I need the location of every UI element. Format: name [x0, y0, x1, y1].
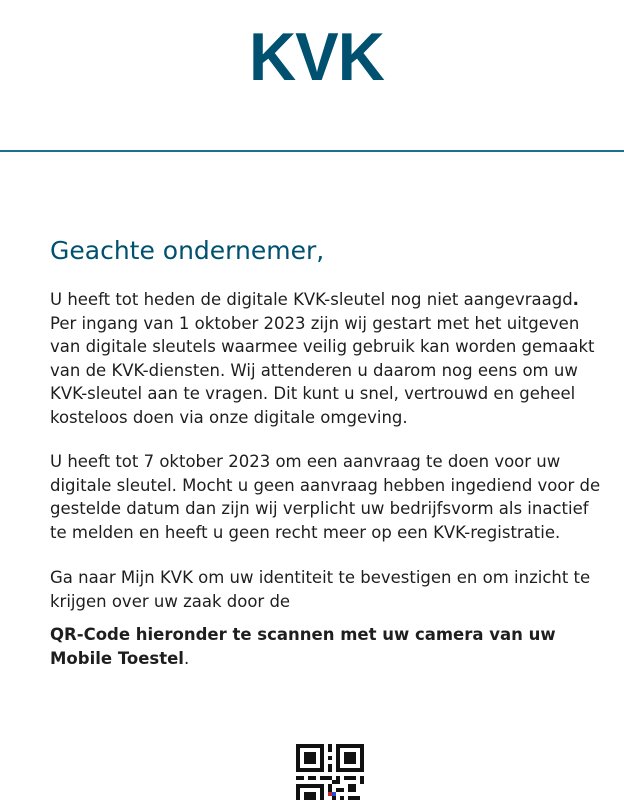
paragraph-request-key	[50, 288, 610, 429]
paragraph-qr-instruction	[50, 623, 590, 670]
header	[0, 0, 624, 150]
paragraph-1-text: U heeft tot heden de digitale KVK-sleutel nog niet aangevraagd	[50, 290, 573, 309]
paragraph-deadline: U heeft tot 7 oktober 2023 om een aanvraag te doen voor uw digitale sleutel. Mocht u geen aanvraag hebben ingediend voor de gestelde datum dan zijn wij verplicht uw bedrijfsvorm als inactief te melden en heeft u geen recht meer op een KVK-registratie.	[50, 452, 601, 542]
header-divider	[0, 150, 624, 152]
paragraph-1-continuation: Per ingang van 1 oktober 2023 zijn wij gestart met het uitgeven van digitale sleutels waarmee veilig gebruik kan worden gemaakt van de KVK-diensten. Wij attenderen u daarom nog eens om uw KVK-sleutel aan te vragen. Dit kunt u snel, vertrouwd en geheel kosteloos doen via onze digitale omgeving.	[50, 313, 595, 427]
qr-instruction-tail: .	[183, 648, 190, 668]
greeting: Geachte ondernemer,	[50, 236, 325, 265]
kvk-logo: KVK	[249, 19, 384, 95]
qr-code-graphic	[296, 744, 364, 800]
qr-code-icon[interactable]	[296, 744, 364, 800]
bold-period: .	[572, 290, 579, 309]
paragraph-mijn-kvk: Ga naar Mijn KVK om uw identiteit te bevestigen en om inzicht te krijgen over uw zaak door de	[50, 568, 591, 611]
qr-instruction-bold: QR-Code hieronder te scannen met uw camera van uw Mobile Toestel	[50, 625, 556, 668]
